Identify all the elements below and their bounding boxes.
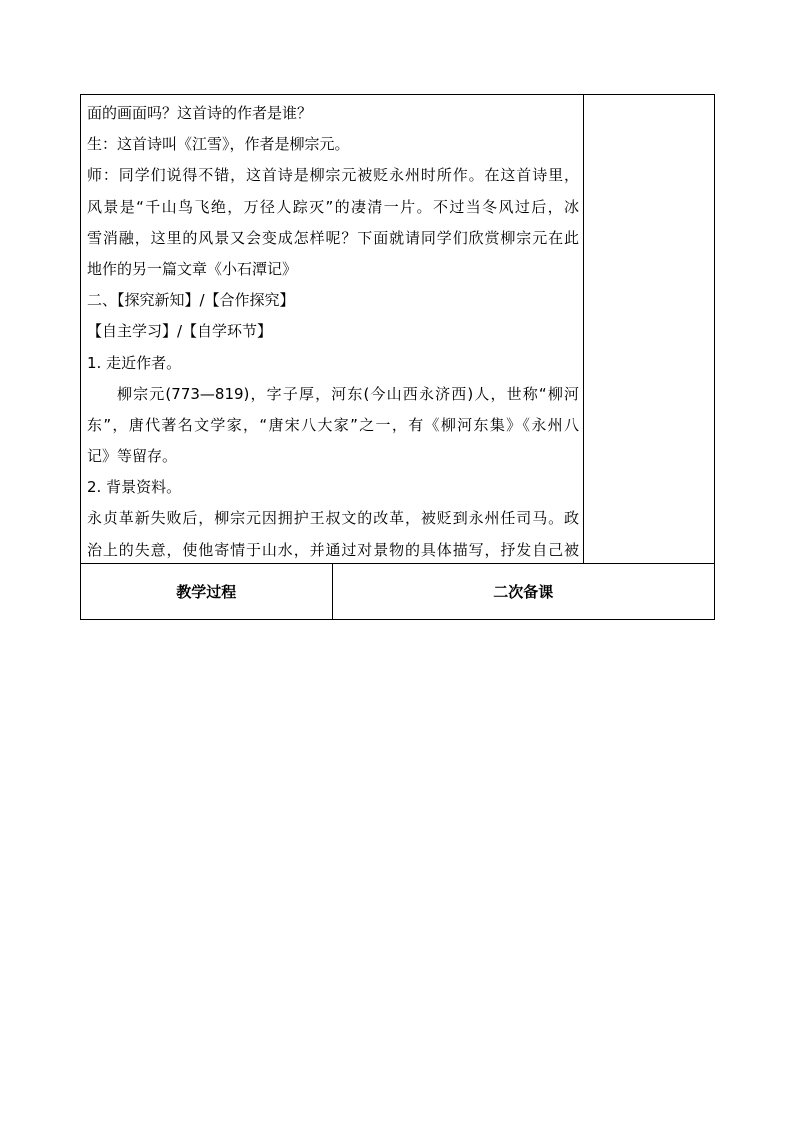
- text-line: 记》等留存。: [87, 447, 178, 466]
- list-item-heading: 1. 走近作者。: [87, 353, 182, 372]
- text-line: 东”，唐代著名文学家，“唐宋八大家”之一，有《柳河东集》《永州八: [87, 415, 579, 434]
- teaching-process-label: 教学过程: [176, 583, 237, 601]
- text-line: 面的画面吗？这首诗的作者是谁？: [87, 104, 313, 122]
- lesson-plan-table: [80, 94, 715, 620]
- section-subheading: 【自主学习】/【自学环节】: [87, 322, 273, 341]
- text-line: 师：同学们说得不错，这首诗是柳宗元被贬永州时所作。在这首诗里，: [87, 166, 579, 185]
- text-line: 地作的另一篇文章《小石潭记》: [87, 259, 298, 278]
- text-line: 雪消融，这里的风景又会变成怎样呢？下面就请同学们欣赏柳宗元在此: [87, 228, 579, 247]
- text-line: 生：这首诗叫《江雪》，作者是柳宗元。: [87, 135, 350, 154]
- second-prep-label: 二次备课: [493, 583, 554, 601]
- lesson-text: [87, 98, 579, 563]
- header-label-row: [81, 564, 715, 620]
- second-prep-header: [332, 564, 715, 620]
- text-line: 柳宗元(773—819)，字子厚，河东(今山西永济西)人，世称“柳河: [117, 384, 579, 403]
- teaching-content-cell: [81, 95, 584, 564]
- list-item-heading: 2. 背景资料。: [87, 478, 182, 497]
- text-line: 风景是“千山鸟飞绝，万径人踪灭”的凄清一片。不过当冬风过后，冰: [87, 197, 579, 216]
- section-heading: 二、【探究新知】/【合作探究】: [87, 291, 295, 310]
- second-prep-notes-cell: [584, 95, 715, 564]
- text-line: 治上的失意，使他寄情于山水，并通过对景物的具体描写，抒发自己被: [87, 540, 579, 559]
- content-row: [81, 95, 715, 564]
- text-line: 永贞革新失败后，柳宗元因拥护王叔文的改革，被贬到永州任司马。政: [87, 509, 579, 528]
- teaching-process-header: [81, 564, 333, 620]
